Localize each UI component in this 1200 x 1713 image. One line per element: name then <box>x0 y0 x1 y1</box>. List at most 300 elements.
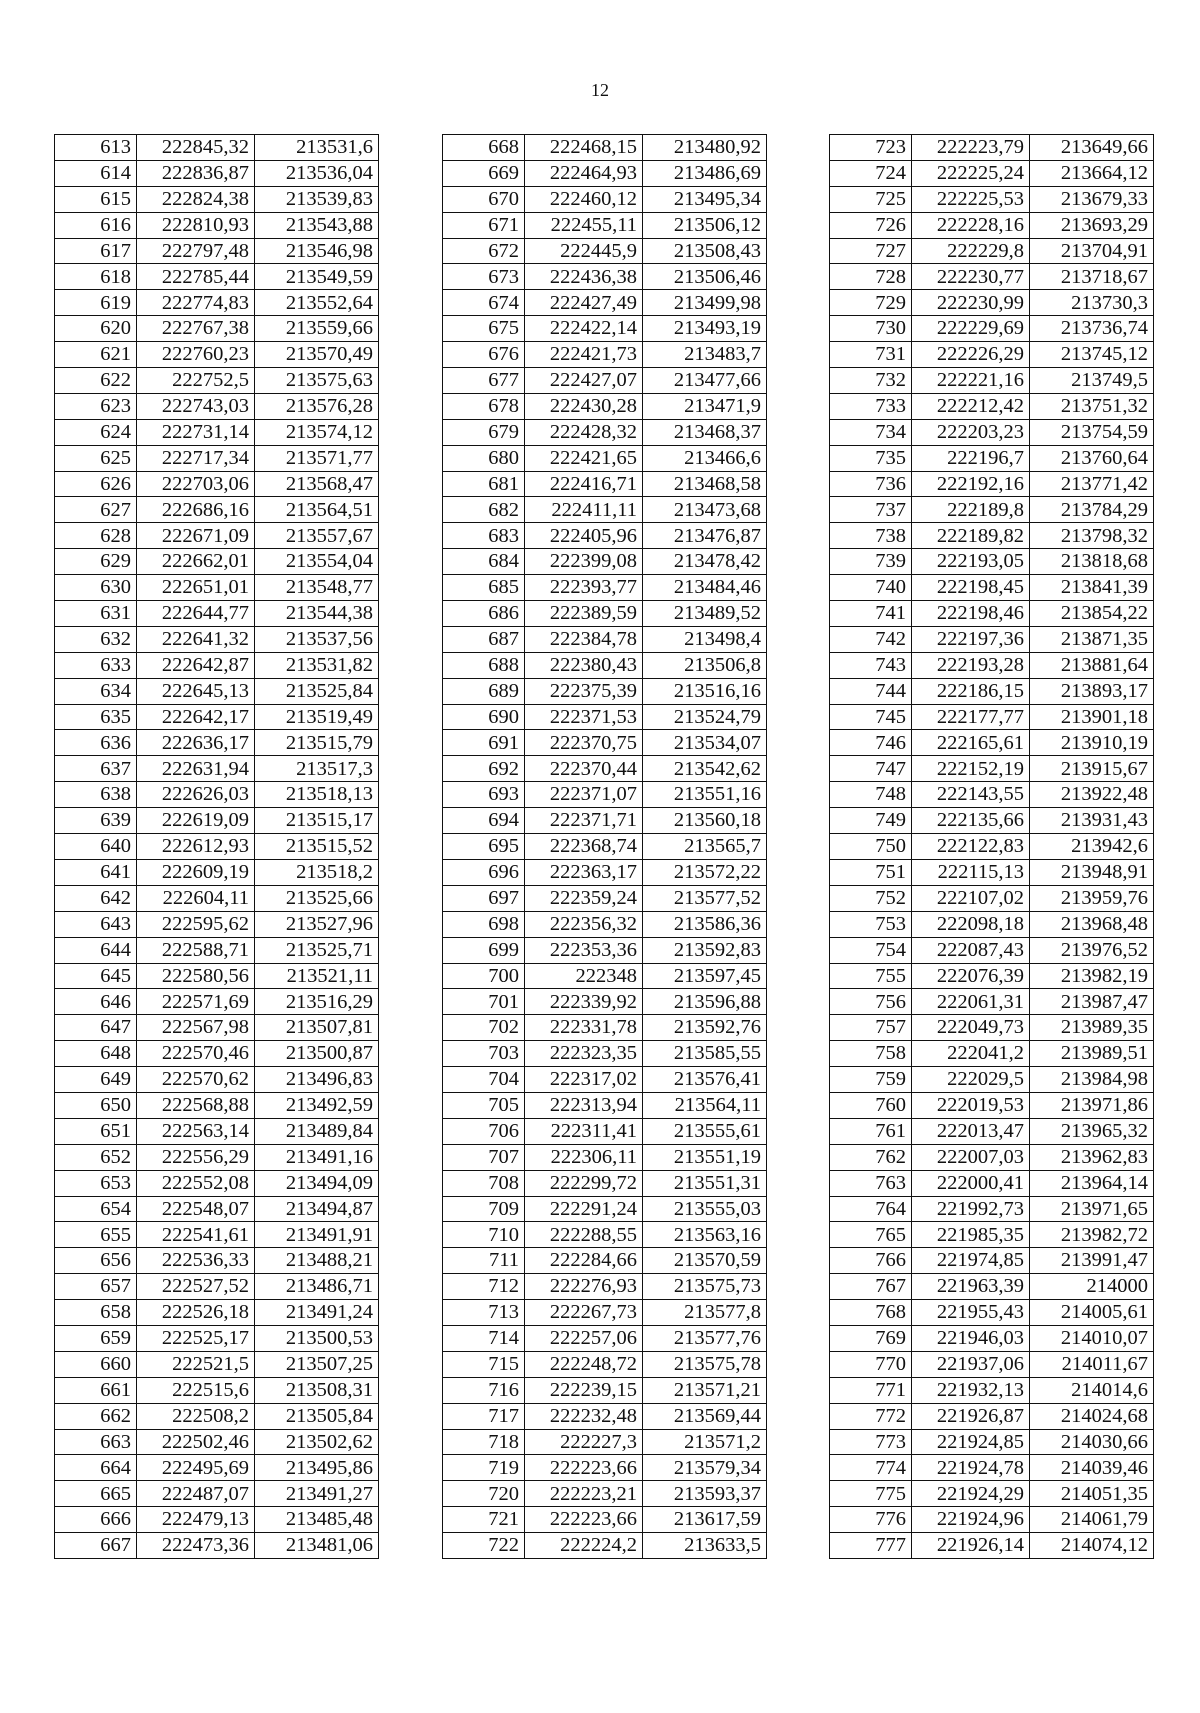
point-number-cell: 617 <box>55 238 137 264</box>
table-row <box>55 1455 379 1481</box>
x-coordinate-cell: 222686,16 <box>137 497 255 523</box>
x-coordinate-cell: 222774,83 <box>137 290 255 316</box>
point-number-cell: 701 <box>443 989 525 1015</box>
table-row <box>830 652 1154 678</box>
x-coordinate-cell: 222203,23 <box>912 419 1030 445</box>
point-number-cell: 613 <box>55 135 137 161</box>
table-row <box>443 135 767 161</box>
table-row <box>55 316 379 342</box>
y-coordinate-cell: 213499,98 <box>643 290 767 316</box>
y-coordinate-cell: 213549,59 <box>255 264 379 290</box>
x-coordinate-cell: 222198,46 <box>912 601 1030 627</box>
point-number-cell: 683 <box>443 523 525 549</box>
point-number-cell: 693 <box>443 782 525 808</box>
table-row <box>55 1041 379 1067</box>
y-coordinate-cell: 213515,79 <box>255 730 379 756</box>
table-row <box>55 160 379 186</box>
point-number-cell: 722 <box>443 1533 525 1559</box>
table-row <box>830 834 1154 860</box>
point-number-cell: 662 <box>55 1403 137 1429</box>
table-row <box>830 1144 1154 1170</box>
point-number-cell: 652 <box>55 1144 137 1170</box>
y-coordinate-cell: 213987,47 <box>1030 989 1154 1015</box>
point-number-cell: 705 <box>443 1092 525 1118</box>
point-number-cell: 657 <box>55 1274 137 1300</box>
y-coordinate-cell: 213508,43 <box>643 238 767 264</box>
x-coordinate-cell: 222642,17 <box>137 704 255 730</box>
x-coordinate-cell: 222508,2 <box>137 1403 255 1429</box>
y-coordinate-cell: 213519,49 <box>255 704 379 730</box>
point-number-cell: 728 <box>830 264 912 290</box>
point-number-cell: 752 <box>830 885 912 911</box>
y-coordinate-cell: 213664,12 <box>1030 160 1154 186</box>
table-row <box>443 1222 767 1248</box>
table-row <box>55 859 379 885</box>
table-row <box>830 1170 1154 1196</box>
point-number-cell: 645 <box>55 963 137 989</box>
y-coordinate-cell: 213476,87 <box>643 523 767 549</box>
table-row <box>830 1533 1154 1559</box>
point-number-cell: 668 <box>443 135 525 161</box>
y-coordinate-cell: 213942,6 <box>1030 834 1154 860</box>
y-coordinate-cell: 213971,65 <box>1030 1196 1154 1222</box>
point-number-cell: 737 <box>830 497 912 523</box>
x-coordinate-cell: 222556,29 <box>137 1144 255 1170</box>
table-row <box>443 1403 767 1429</box>
point-number-cell: 640 <box>55 834 137 860</box>
y-coordinate-cell: 213575,73 <box>643 1274 767 1300</box>
x-coordinate-cell: 222223,79 <box>912 135 1030 161</box>
x-coordinate-cell: 222019,53 <box>912 1092 1030 1118</box>
x-coordinate-cell: 222536,33 <box>137 1248 255 1274</box>
x-coordinate-cell: 222389,59 <box>525 601 643 627</box>
table-row <box>830 316 1154 342</box>
point-number-cell: 763 <box>830 1170 912 1196</box>
x-coordinate-cell: 222143,55 <box>912 782 1030 808</box>
table-row <box>443 730 767 756</box>
y-coordinate-cell: 213818,68 <box>1030 549 1154 575</box>
x-coordinate-cell: 222411,11 <box>525 497 643 523</box>
y-coordinate-cell: 213507,81 <box>255 1015 379 1041</box>
point-number-cell: 723 <box>830 135 912 161</box>
x-coordinate-cell: 221974,85 <box>912 1248 1030 1274</box>
x-coordinate-cell: 221924,96 <box>912 1507 1030 1533</box>
point-number-cell: 622 <box>55 368 137 394</box>
table-row <box>443 316 767 342</box>
y-coordinate-cell: 213491,24 <box>255 1300 379 1326</box>
x-coordinate-cell: 222193,05 <box>912 549 1030 575</box>
table-row <box>443 160 767 186</box>
table-row <box>443 497 767 523</box>
point-number-cell: 708 <box>443 1170 525 1196</box>
y-coordinate-cell: 213982,72 <box>1030 1222 1154 1248</box>
point-number-cell: 685 <box>443 575 525 601</box>
y-coordinate-cell: 213576,41 <box>643 1067 767 1093</box>
table-row <box>830 1325 1154 1351</box>
y-coordinate-cell: 213771,42 <box>1030 471 1154 497</box>
table-row <box>55 989 379 1015</box>
y-coordinate-cell: 213493,19 <box>643 316 767 342</box>
point-number-cell: 651 <box>55 1118 137 1144</box>
x-coordinate-cell: 222007,03 <box>912 1144 1030 1170</box>
point-number-cell: 631 <box>55 601 137 627</box>
y-coordinate-cell: 213486,71 <box>255 1274 379 1300</box>
table-row <box>830 238 1154 264</box>
table-row <box>55 1300 379 1326</box>
point-number-cell: 732 <box>830 368 912 394</box>
point-number-cell: 699 <box>443 937 525 963</box>
point-number-cell: 642 <box>55 885 137 911</box>
y-coordinate-cell: 213991,47 <box>1030 1248 1154 1274</box>
point-number-cell: 639 <box>55 808 137 834</box>
point-number-cell: 646 <box>55 989 137 1015</box>
point-number-cell: 746 <box>830 730 912 756</box>
table-row <box>830 212 1154 238</box>
x-coordinate-cell: 222644,77 <box>137 601 255 627</box>
point-number-cell: 774 <box>830 1455 912 1481</box>
point-number-cell: 626 <box>55 471 137 497</box>
y-coordinate-cell: 213560,18 <box>643 808 767 834</box>
point-number-cell: 681 <box>443 471 525 497</box>
y-coordinate-cell: 213505,84 <box>255 1403 379 1429</box>
table-row <box>830 1248 1154 1274</box>
table-row <box>830 419 1154 445</box>
y-coordinate-cell: 213536,04 <box>255 160 379 186</box>
table-row <box>55 135 379 161</box>
point-number-cell: 733 <box>830 393 912 419</box>
table-row <box>443 1325 767 1351</box>
y-coordinate-cell: 213575,63 <box>255 368 379 394</box>
point-number-cell: 765 <box>830 1222 912 1248</box>
point-number-cell: 623 <box>55 393 137 419</box>
point-number-cell: 621 <box>55 342 137 368</box>
point-number-cell: 777 <box>830 1533 912 1559</box>
x-coordinate-cell: 222641,32 <box>137 626 255 652</box>
x-coordinate-cell: 222331,78 <box>525 1015 643 1041</box>
y-coordinate-cell: 213480,92 <box>643 135 767 161</box>
point-number-cell: 725 <box>830 186 912 212</box>
point-number-cell: 706 <box>443 1118 525 1144</box>
y-coordinate-cell: 213492,59 <box>255 1092 379 1118</box>
table-row <box>55 238 379 264</box>
y-coordinate-cell: 214005,61 <box>1030 1300 1154 1326</box>
y-coordinate-cell: 213484,46 <box>643 575 767 601</box>
table-row <box>55 1325 379 1351</box>
y-coordinate-cell: 213577,52 <box>643 885 767 911</box>
x-coordinate-cell: 222107,02 <box>912 885 1030 911</box>
y-coordinate-cell: 213525,84 <box>255 678 379 704</box>
y-coordinate-cell: 213500,53 <box>255 1325 379 1351</box>
point-number-cell: 679 <box>443 419 525 445</box>
x-coordinate-cell: 222552,08 <box>137 1170 255 1196</box>
point-number-cell: 687 <box>443 626 525 652</box>
y-coordinate-cell: 213551,16 <box>643 782 767 808</box>
point-number-cell: 704 <box>443 1067 525 1093</box>
y-coordinate-cell: 213585,55 <box>643 1041 767 1067</box>
x-coordinate-cell: 222703,06 <box>137 471 255 497</box>
table-row <box>443 471 767 497</box>
point-number-cell: 711 <box>443 1248 525 1274</box>
point-number-cell: 721 <box>443 1507 525 1533</box>
point-number-cell: 739 <box>830 549 912 575</box>
table-row <box>55 1092 379 1118</box>
y-coordinate-cell: 214024,68 <box>1030 1403 1154 1429</box>
table-row <box>55 523 379 549</box>
table-row <box>830 1429 1154 1455</box>
y-coordinate-cell: 213564,11 <box>643 1092 767 1118</box>
table-row <box>830 1507 1154 1533</box>
y-coordinate-cell: 213491,91 <box>255 1222 379 1248</box>
y-coordinate-cell: 214011,67 <box>1030 1351 1154 1377</box>
x-coordinate-cell: 222224,2 <box>525 1533 643 1559</box>
y-coordinate-cell: 213572,22 <box>643 859 767 885</box>
x-coordinate-cell: 221932,13 <box>912 1377 1030 1403</box>
y-coordinate-cell: 213576,28 <box>255 393 379 419</box>
y-coordinate-cell: 214039,46 <box>1030 1455 1154 1481</box>
table-row <box>55 963 379 989</box>
x-coordinate-cell: 221924,29 <box>912 1481 1030 1507</box>
x-coordinate-cell: 222548,07 <box>137 1196 255 1222</box>
table-row <box>55 1403 379 1429</box>
table-row <box>830 678 1154 704</box>
x-coordinate-cell: 222824,38 <box>137 186 255 212</box>
table-row <box>830 575 1154 601</box>
point-number-cell: 710 <box>443 1222 525 1248</box>
table-row <box>443 393 767 419</box>
coordinates-table-2 <box>442 134 767 1559</box>
x-coordinate-cell: 222464,93 <box>525 160 643 186</box>
y-coordinate-cell: 213579,34 <box>643 1455 767 1481</box>
x-coordinate-cell: 222198,45 <box>912 575 1030 601</box>
point-number-cell: 734 <box>830 419 912 445</box>
table-row <box>443 1248 767 1274</box>
point-number-cell: 697 <box>443 885 525 911</box>
point-number-cell: 650 <box>55 1092 137 1118</box>
table-row <box>830 1403 1154 1429</box>
table-row <box>443 1351 767 1377</box>
point-number-cell: 638 <box>55 782 137 808</box>
table-row <box>443 678 767 704</box>
table-row <box>55 445 379 471</box>
table-row <box>443 1067 767 1093</box>
point-number-cell: 702 <box>443 1015 525 1041</box>
point-number-cell: 632 <box>55 626 137 652</box>
y-coordinate-cell: 213982,19 <box>1030 963 1154 989</box>
x-coordinate-cell: 222393,77 <box>525 575 643 601</box>
x-coordinate-cell: 222495,69 <box>137 1455 255 1481</box>
x-coordinate-cell: 222479,13 <box>137 1507 255 1533</box>
point-number-cell: 771 <box>830 1377 912 1403</box>
table-row <box>830 1196 1154 1222</box>
table-row <box>443 963 767 989</box>
y-coordinate-cell: 213574,12 <box>255 419 379 445</box>
y-coordinate-cell: 213948,91 <box>1030 859 1154 885</box>
x-coordinate-cell: 222460,12 <box>525 186 643 212</box>
point-number-cell: 750 <box>830 834 912 860</box>
table-row <box>443 756 767 782</box>
y-coordinate-cell: 213515,52 <box>255 834 379 860</box>
x-coordinate-cell: 222359,24 <box>525 885 643 911</box>
x-coordinate-cell: 222223,66 <box>525 1455 643 1481</box>
table-row <box>55 601 379 627</box>
y-coordinate-cell: 213548,77 <box>255 575 379 601</box>
table-row <box>830 989 1154 1015</box>
table-row <box>55 937 379 963</box>
y-coordinate-cell: 213570,59 <box>643 1248 767 1274</box>
table-row <box>55 1067 379 1093</box>
y-coordinate-cell: 213593,37 <box>643 1481 767 1507</box>
table-row <box>830 342 1154 368</box>
y-coordinate-cell: 213489,52 <box>643 601 767 627</box>
table-row <box>443 1481 767 1507</box>
point-number-cell: 772 <box>830 1403 912 1429</box>
table-row <box>55 704 379 730</box>
table-row <box>55 1170 379 1196</box>
table-row <box>443 626 767 652</box>
table-row <box>55 678 379 704</box>
point-number-cell: 669 <box>443 160 525 186</box>
y-coordinate-cell: 213559,66 <box>255 316 379 342</box>
x-coordinate-cell: 222609,19 <box>137 859 255 885</box>
point-number-cell: 664 <box>55 1455 137 1481</box>
y-coordinate-cell: 213563,16 <box>643 1222 767 1248</box>
y-coordinate-cell: 214061,79 <box>1030 1507 1154 1533</box>
table-row <box>830 368 1154 394</box>
table-row <box>55 393 379 419</box>
x-coordinate-cell: 221992,73 <box>912 1196 1030 1222</box>
y-coordinate-cell: 213649,66 <box>1030 135 1154 161</box>
y-coordinate-cell: 213485,48 <box>255 1507 379 1533</box>
x-coordinate-cell: 222226,29 <box>912 342 1030 368</box>
point-number-cell: 689 <box>443 678 525 704</box>
table-row <box>830 859 1154 885</box>
x-coordinate-cell: 222370,75 <box>525 730 643 756</box>
x-coordinate-cell: 222455,11 <box>525 212 643 238</box>
table-row <box>443 575 767 601</box>
table-row <box>830 730 1154 756</box>
x-coordinate-cell: 222521,5 <box>137 1351 255 1377</box>
table-row <box>443 1377 767 1403</box>
table-row <box>830 1300 1154 1326</box>
point-number-cell: 700 <box>443 963 525 989</box>
y-coordinate-cell: 213537,56 <box>255 626 379 652</box>
y-coordinate-cell: 213749,5 <box>1030 368 1154 394</box>
point-number-cell: 628 <box>55 523 137 549</box>
x-coordinate-cell: 222580,56 <box>137 963 255 989</box>
table-row <box>443 937 767 963</box>
y-coordinate-cell: 213518,2 <box>255 859 379 885</box>
y-coordinate-cell: 213679,33 <box>1030 186 1154 212</box>
y-coordinate-cell: 213751,32 <box>1030 393 1154 419</box>
table-row <box>443 1144 767 1170</box>
point-number-cell: 644 <box>55 937 137 963</box>
point-number-cell: 714 <box>443 1325 525 1351</box>
table-row <box>830 1092 1154 1118</box>
point-number-cell: 636 <box>55 730 137 756</box>
x-coordinate-cell: 222380,43 <box>525 652 643 678</box>
point-number-cell: 633 <box>55 652 137 678</box>
table-row <box>830 601 1154 627</box>
x-coordinate-cell: 222189,82 <box>912 523 1030 549</box>
point-number-cell: 629 <box>55 549 137 575</box>
point-number-cell: 738 <box>830 523 912 549</box>
y-coordinate-cell: 213468,37 <box>643 419 767 445</box>
y-coordinate-cell: 213543,88 <box>255 212 379 238</box>
point-number-cell: 655 <box>55 1222 137 1248</box>
x-coordinate-cell: 222230,77 <box>912 264 1030 290</box>
x-coordinate-cell: 222288,55 <box>525 1222 643 1248</box>
y-coordinate-cell: 213976,52 <box>1030 937 1154 963</box>
y-coordinate-cell: 213798,32 <box>1030 523 1154 549</box>
point-number-cell: 641 <box>55 859 137 885</box>
x-coordinate-cell: 222405,96 <box>525 523 643 549</box>
x-coordinate-cell: 222323,35 <box>525 1041 643 1067</box>
x-coordinate-cell: 222061,31 <box>912 989 1030 1015</box>
x-coordinate-cell: 222306,11 <box>525 1144 643 1170</box>
x-coordinate-cell: 222717,34 <box>137 445 255 471</box>
x-coordinate-cell: 222527,52 <box>137 1274 255 1300</box>
y-coordinate-cell: 213704,91 <box>1030 238 1154 264</box>
x-coordinate-cell: 222135,66 <box>912 808 1030 834</box>
y-coordinate-cell: 213506,8 <box>643 652 767 678</box>
y-coordinate-cell: 213881,64 <box>1030 652 1154 678</box>
y-coordinate-cell: 213518,13 <box>255 782 379 808</box>
x-coordinate-cell: 222356,32 <box>525 911 643 937</box>
point-number-cell: 727 <box>830 238 912 264</box>
x-coordinate-cell: 222422,14 <box>525 316 643 342</box>
x-coordinate-cell: 221946,03 <box>912 1325 1030 1351</box>
point-number-cell: 654 <box>55 1196 137 1222</box>
y-coordinate-cell: 213546,98 <box>255 238 379 264</box>
y-coordinate-cell: 213527,96 <box>255 911 379 937</box>
y-coordinate-cell: 213568,47 <box>255 471 379 497</box>
table-row <box>443 704 767 730</box>
point-number-cell: 773 <box>830 1429 912 1455</box>
x-coordinate-cell: 222651,01 <box>137 575 255 601</box>
x-coordinate-cell: 222186,15 <box>912 678 1030 704</box>
x-coordinate-cell: 222785,44 <box>137 264 255 290</box>
x-coordinate-cell: 222731,14 <box>137 419 255 445</box>
x-coordinate-cell: 222000,41 <box>912 1170 1030 1196</box>
y-coordinate-cell: 213989,35 <box>1030 1015 1154 1041</box>
table-row <box>443 652 767 678</box>
x-coordinate-cell: 221926,14 <box>912 1533 1030 1559</box>
x-coordinate-cell: 222228,16 <box>912 212 1030 238</box>
y-coordinate-cell: 213500,87 <box>255 1041 379 1067</box>
table-row <box>443 859 767 885</box>
point-number-cell: 684 <box>443 549 525 575</box>
x-coordinate-cell: 222311,41 <box>525 1118 643 1144</box>
table-row <box>55 575 379 601</box>
table-row <box>830 808 1154 834</box>
x-coordinate-cell: 222526,18 <box>137 1300 255 1326</box>
x-coordinate-cell: 222427,07 <box>525 368 643 394</box>
x-coordinate-cell: 222029,5 <box>912 1067 1030 1093</box>
y-coordinate-cell: 213592,76 <box>643 1015 767 1041</box>
x-coordinate-cell: 222239,15 <box>525 1377 643 1403</box>
x-coordinate-cell: 222567,98 <box>137 1015 255 1041</box>
table-row <box>830 885 1154 911</box>
point-number-cell: 764 <box>830 1196 912 1222</box>
x-coordinate-cell: 222399,08 <box>525 549 643 575</box>
x-coordinate-cell: 222076,39 <box>912 963 1030 989</box>
x-coordinate-cell: 222636,17 <box>137 730 255 756</box>
x-coordinate-cell: 222276,93 <box>525 1274 643 1300</box>
y-coordinate-cell: 213498,4 <box>643 626 767 652</box>
table-row <box>830 1274 1154 1300</box>
y-coordinate-cell: 213964,14 <box>1030 1170 1154 1196</box>
y-coordinate-cell: 213745,12 <box>1030 342 1154 368</box>
